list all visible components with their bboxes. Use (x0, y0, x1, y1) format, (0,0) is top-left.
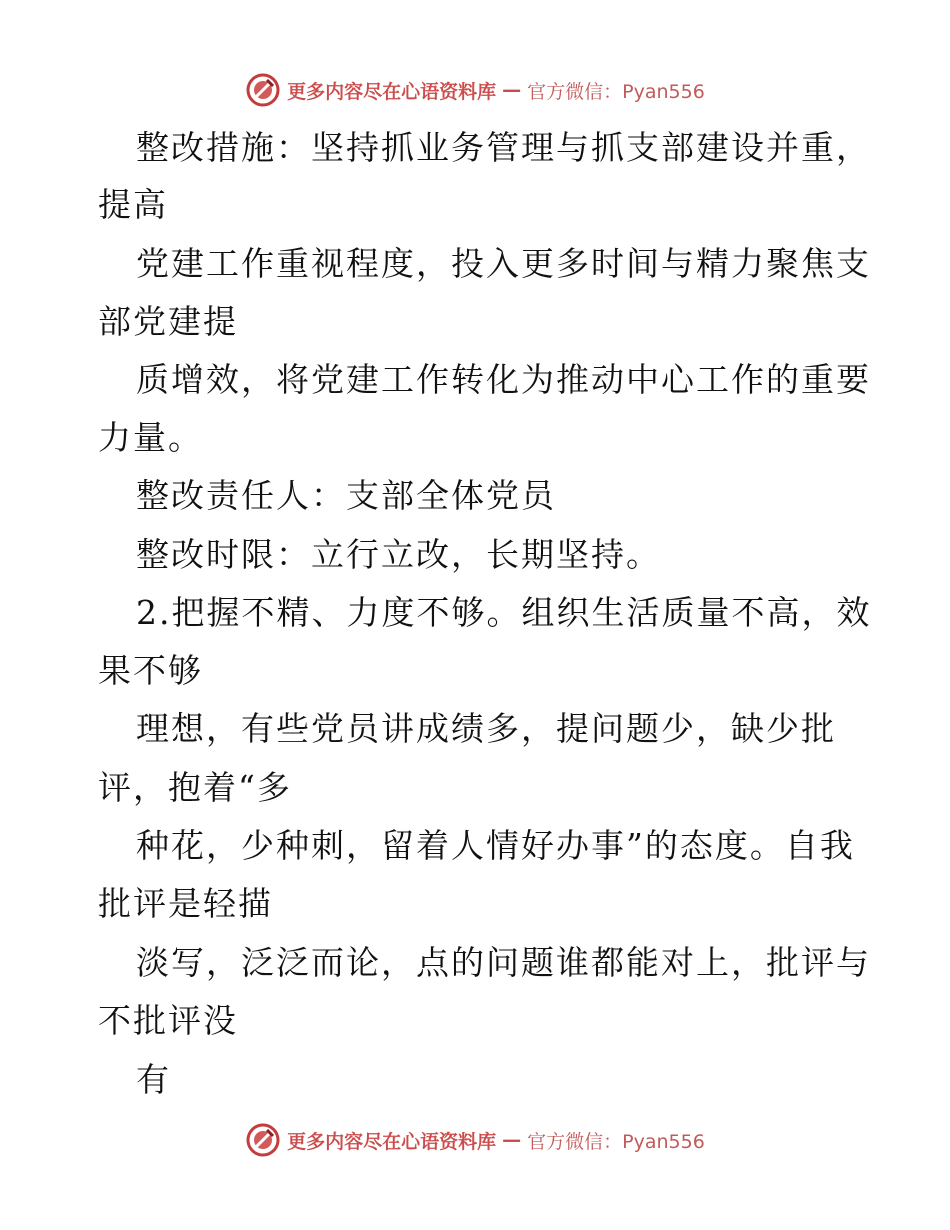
text-line: 整改时限：立行立改，长期坚持。 (136, 535, 661, 574)
watermark-wechat: 官方微信：Pyan556 (527, 80, 705, 103)
text-line: 力量。 (98, 418, 203, 457)
brand-logo-icon (245, 72, 281, 108)
watermark-text: 更多内容尽在心语资料库 (287, 1130, 497, 1153)
watermark-separator: — (502, 79, 522, 101)
watermark-text: 更多内容尽在心语资料库 (287, 80, 497, 103)
footer-watermark (0, 1122, 950, 1158)
text-line: 种花，少种刺，留着人情好办事”的态度。自我 (136, 826, 855, 865)
text-line: 批评是轻描 (98, 884, 273, 923)
text-line: 部党建提 (98, 302, 238, 341)
text-line: 果不够 (98, 651, 203, 690)
text-line: 淡写，泛泛而论，点的问题谁都能对上，批评与 (136, 943, 871, 982)
watermark-separator: — (502, 1129, 522, 1151)
text-line: 2.把握不精、力度不够。组织生活质量不高，效 (136, 593, 872, 632)
header-watermark (0, 72, 950, 108)
text-line: 整改措施：坚持抓业务管理与抓支部建设并重， (136, 128, 871, 167)
text-line: 提高 (98, 185, 168, 224)
text-line: 理想，有些党员讲成绩多，提问题少，缺少批 (136, 709, 836, 748)
watermark-wechat: 官方微信：Pyan556 (527, 1130, 705, 1153)
text-line: 评，抱着“多 (98, 768, 292, 807)
text-line: 质增效，将党建工作转化为推动中心工作的重要 (136, 360, 871, 399)
text-line: 整改责任人：支部全体党员 (136, 476, 556, 515)
text-line: 不批评没 (98, 1001, 238, 1040)
brand-logo-icon (245, 1122, 281, 1158)
text-line: 有 (136, 1060, 171, 1099)
text-line: 党建工作重视程度，投入更多时间与精力聚焦支 (136, 244, 871, 283)
